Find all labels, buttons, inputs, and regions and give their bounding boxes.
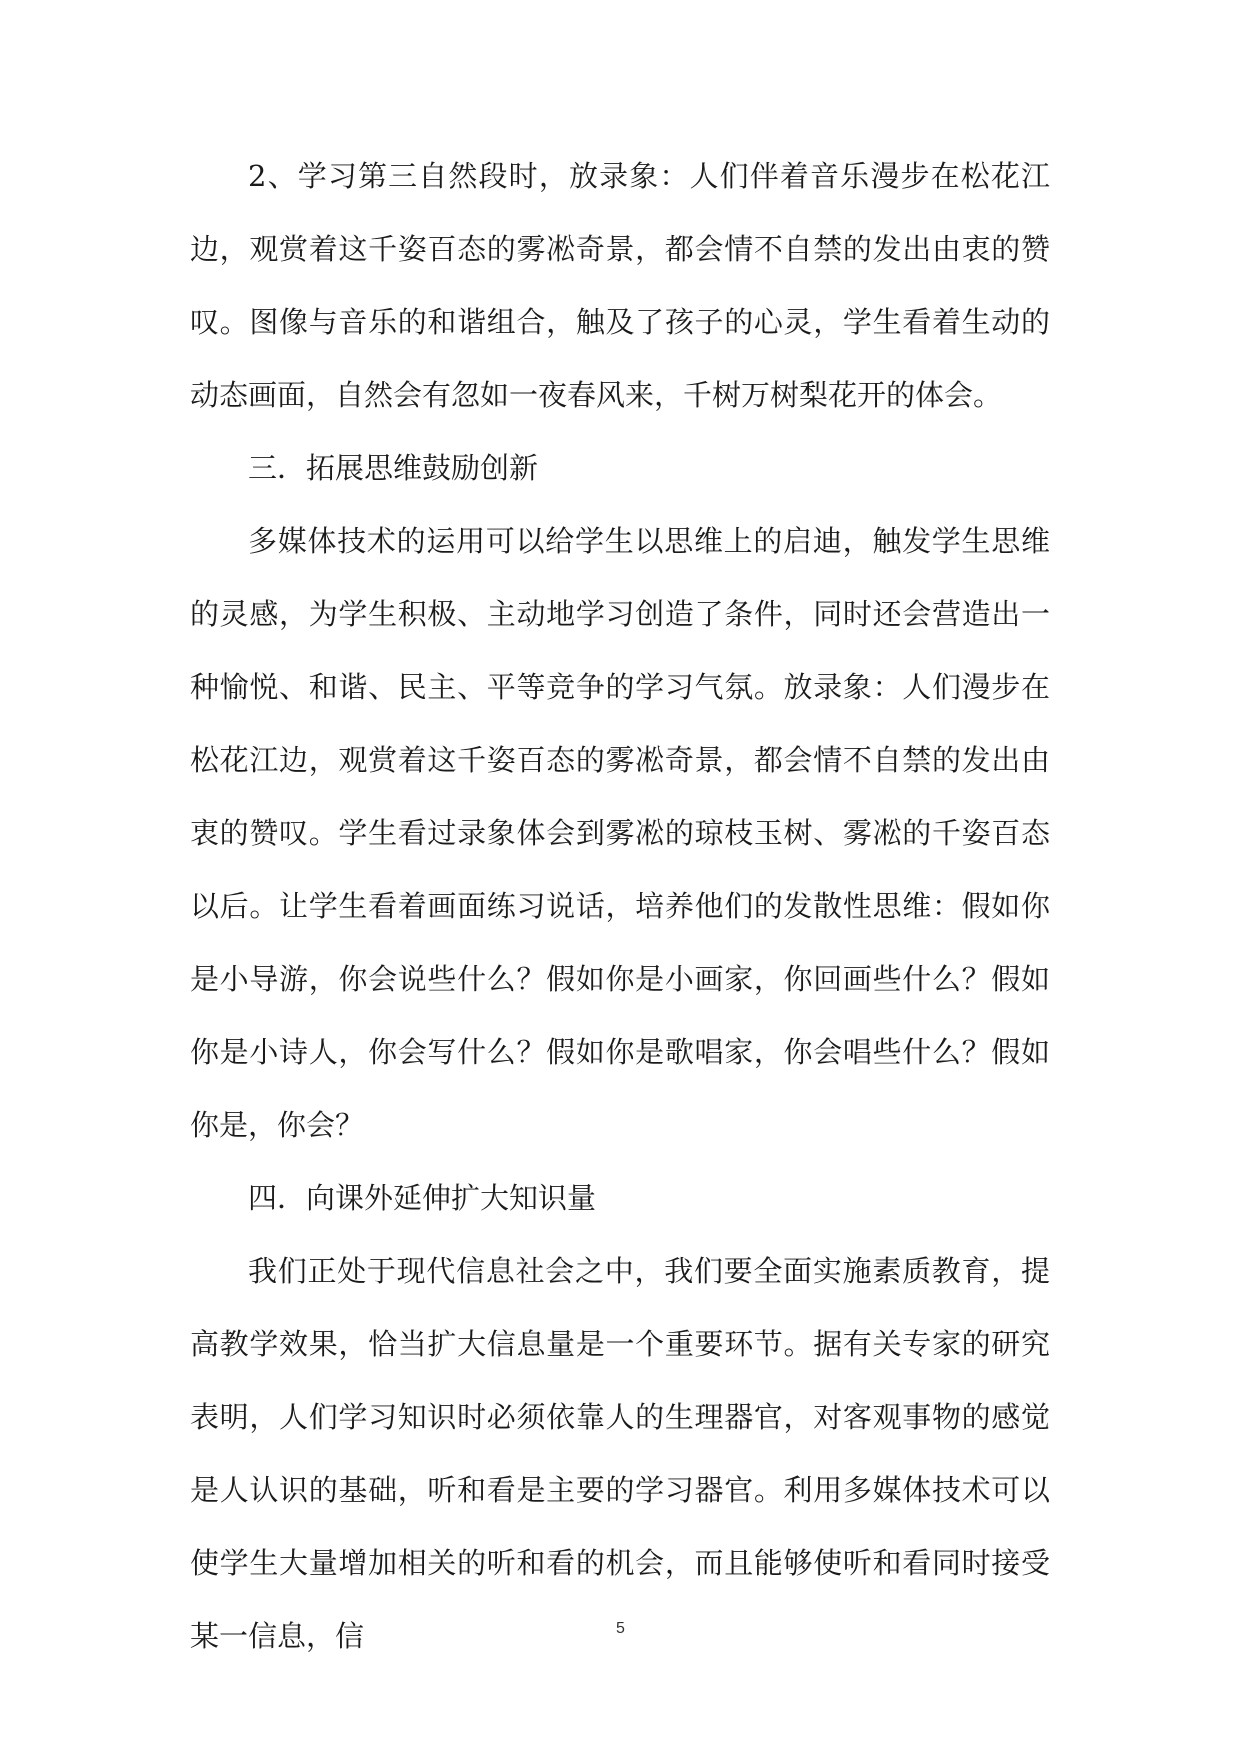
section-heading-three: 三．拓展思维鼓励创新	[248, 451, 539, 485]
section-heading-four: 四．向课外延伸扩大知识量	[248, 1181, 597, 1215]
page-number: 5	[616, 1620, 625, 1637]
document-body	[190, 140, 1050, 1673]
paragraph-thinking-innovation: 多媒体技术的运用可以给学生以思维上的启迪，触发学生思维的灵感，为学生积极、主动地学习创造了条件，同时还会营造出一种愉悦、和谐、民主、平等竞争的学习气氛。放录象：人们漫步在松花江边，观赏着这千姿百态的雾凇奇景，都会情不自禁的发出由衷的赞叹。学生看过录象体会到雾凇的琼枝玉树、雾凇的千姿百态以后。让学生看着画面练习说话，培养他们的发散性思维：假如你是小导游，你会说些什么？假如你是小画家，你回画些什么？假如你是小诗人，你会写什么？假如你是歌唱家，你会唱些什么？假如你是，你会？	[190, 524, 1050, 1142]
paragraph-video-section-two: 2、学习第三自然段时，放录象：人们伴着音乐漫步在松花江边，观赏着这千姿百态的雾凇奇景，都会情不自禁的发出由衷的赞叹。图像与音乐的和谐组合，触及了孩子的心灵，学生看着生动的动态画面，自然会有忽如一夜春风来，千树万树梨花开的体会。	[190, 159, 1050, 412]
paragraph-extracurricular-knowledge: 我们正处于现代信息社会之中，我们要全面实施素质教育，提高教学效果，恰当扩大信息量是一个重要环节。据有关专家的研究表明，人们学习知识时必须依靠人的生理器官，对客观事物的感觉是人认识的基础，听和看是主要的学习器官。利用多媒体技术可以使学生大量增加相关的听和看的机会，而且能够使听和看同时接受某一信息，信	[190, 1254, 1050, 1653]
